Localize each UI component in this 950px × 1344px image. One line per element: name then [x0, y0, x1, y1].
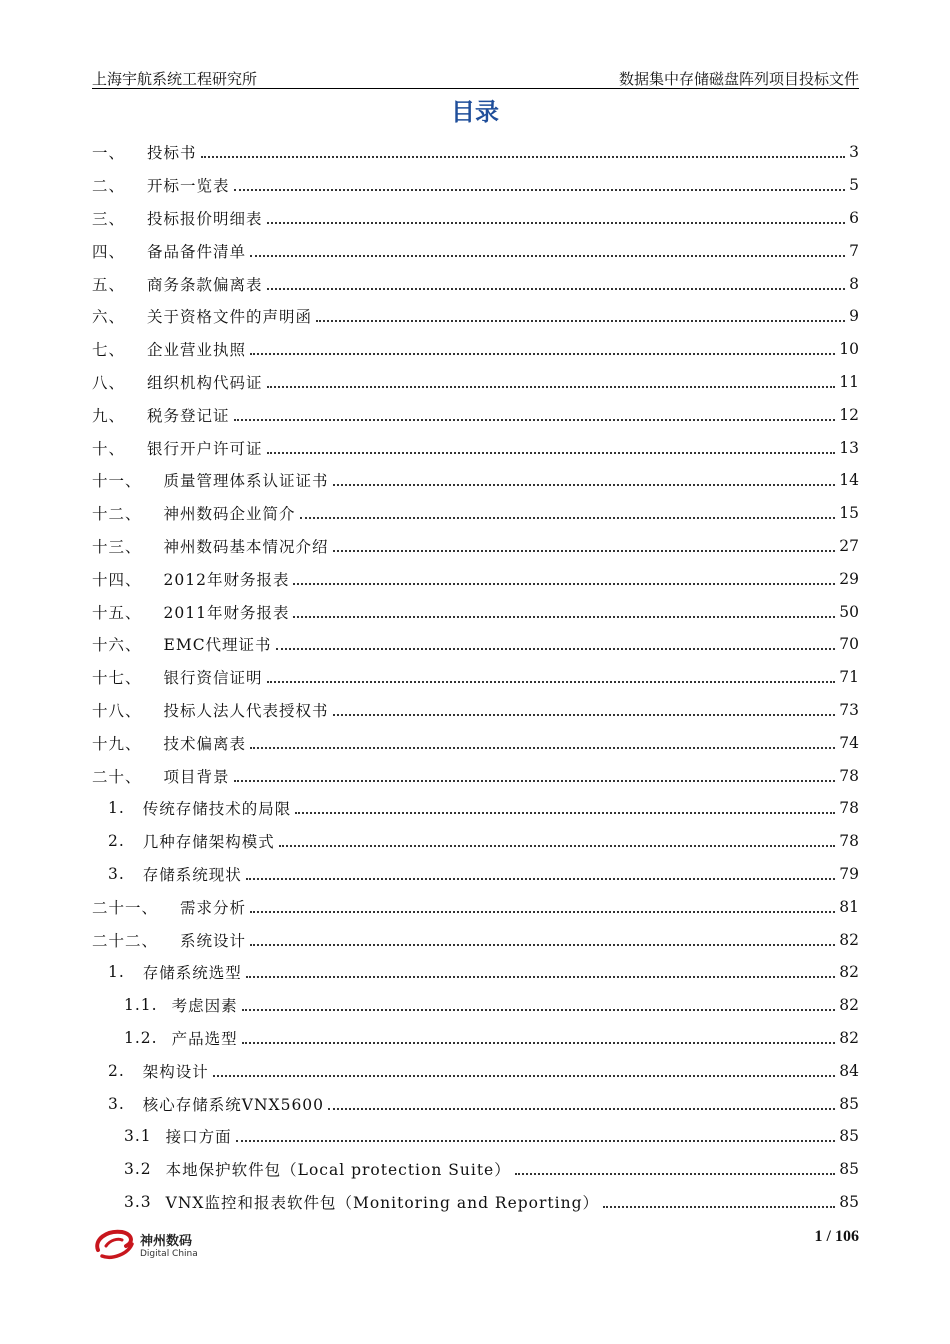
toc-entry-page: 82	[839, 930, 859, 949]
table-of-contents	[92, 136, 859, 1218]
page-separator: /	[822, 1228, 835, 1245]
toc-entry-page: 5	[849, 176, 859, 195]
toc-entry[interactable]	[92, 366, 859, 399]
toc-entry-page: 29	[839, 569, 859, 588]
dot-leader	[603, 1206, 835, 1208]
toc-entry-page: 73	[839, 700, 859, 719]
toc-entry-title: 银行开户许可证	[147, 439, 263, 458]
toc-entry[interactable]	[92, 464, 859, 497]
toc-entry-title: 产品选型	[171, 1029, 238, 1048]
toc-entry-title: 2012年财务报表	[163, 570, 290, 589]
toc-entry-number: 二十二、	[92, 931, 159, 950]
toc-entry[interactable]	[92, 202, 859, 235]
dot-leader	[515, 1173, 836, 1175]
toc-entry[interactable]	[92, 694, 859, 727]
toc-entry-title: 需求分析	[180, 898, 247, 917]
toc-entry[interactable]	[92, 858, 859, 891]
toc-entry-page: 7	[849, 241, 859, 260]
page-number	[815, 1228, 859, 1246]
toc-entry-number: 五、	[92, 275, 126, 294]
toc-entry-title: VNX监控和报表软件包（Monitoring and Reporting）	[165, 1193, 600, 1212]
toc-entry-title: 系统设计	[180, 931, 247, 950]
toc-entry-title: 关于资格文件的声明函	[147, 308, 313, 327]
toc-entry-title: 存储系统选型	[142, 964, 242, 983]
page-total: 106	[835, 1228, 859, 1245]
toc-entry-number: 1.	[108, 799, 125, 818]
dot-leader	[250, 944, 835, 946]
toc-entry-page: 81	[839, 897, 859, 916]
toc-entry-title: 质量管理体系认证证书	[163, 472, 329, 491]
toc-entry-page: 82	[839, 963, 859, 982]
toc-entry[interactable]	[92, 890, 859, 923]
dot-leader	[213, 1075, 835, 1077]
logo-chinese-name: 神州数码	[140, 1233, 193, 1249]
toc-entry[interactable]	[92, 726, 859, 759]
dot-leader	[242, 1042, 836, 1044]
toc-entry-number: 1.2.	[124, 1028, 158, 1047]
toc-entry[interactable]	[92, 267, 859, 300]
dot-leader	[234, 189, 846, 191]
toc-entry-number: 1.1.	[124, 996, 158, 1015]
toc-entry-title: 项目背景	[163, 767, 230, 786]
toc-entry-title: 神州数码基本情况介绍	[163, 537, 329, 556]
toc-entry-number: 十一、	[92, 472, 142, 491]
dot-leader	[316, 320, 845, 322]
toc-entry-title: 企业营业执照	[147, 341, 247, 360]
dot-leader	[293, 583, 835, 585]
toc-entry[interactable]	[92, 1054, 859, 1087]
toc-entry[interactable]	[92, 923, 859, 956]
toc-entry-page: 8	[849, 274, 859, 293]
toc-entry-title: 投标人法人代表授权书	[163, 701, 329, 720]
toc-entry-title: 考虑因素	[171, 997, 238, 1016]
toc-entry-number: 3.2	[124, 1160, 152, 1179]
toc-entry[interactable]	[92, 136, 859, 169]
toc-entry-page: 15	[839, 504, 859, 523]
page-current: 1	[814, 1228, 823, 1245]
dot-leader	[276, 648, 836, 650]
toc-entry-number: 3.	[108, 1094, 125, 1113]
toc-entry-title: 存储系统现状	[142, 865, 242, 884]
digital-china-logo-icon	[92, 1226, 136, 1262]
toc-entry-page: 78	[839, 766, 859, 785]
toc-entry-page: 9	[849, 307, 859, 326]
toc-entry[interactable]	[92, 431, 859, 464]
toc-entry-page: 3	[849, 143, 859, 162]
toc-entry-title: 本地保护软件包（Local protection Suite）	[165, 1161, 511, 1180]
toc-entry[interactable]	[92, 530, 859, 563]
toc-entry-number: 二十、	[92, 767, 142, 786]
toc-entry-number: 3.3	[124, 1192, 152, 1211]
toc-entry-number: 2.	[108, 1061, 125, 1080]
toc-entry[interactable]	[92, 562, 859, 595]
toc-entry[interactable]	[92, 956, 859, 989]
toc-entry-page: 6	[849, 208, 859, 227]
header-document-title: 数据集中存储磁盘阵列项目投标文件	[618, 70, 859, 88]
dot-leader	[333, 714, 836, 716]
dot-leader	[279, 845, 835, 847]
toc-entry[interactable]	[92, 398, 859, 431]
toc-entry[interactable]	[92, 825, 859, 858]
dot-leader	[246, 976, 835, 978]
toc-entry-number: 七、	[92, 341, 126, 360]
toc-entry-number: 六、	[92, 308, 126, 327]
logo-english-name: Digital China	[140, 1248, 198, 1259]
dot-leader	[300, 517, 836, 519]
toc-entry-page: 82	[839, 1028, 859, 1047]
toc-entry-number: 十二、	[92, 505, 142, 524]
dot-leader	[333, 484, 836, 486]
toc-entry-number: 十七、	[92, 669, 142, 688]
toc-entry-number: 3.	[108, 864, 125, 883]
toc-entry-title: 2011年财务报表	[163, 603, 290, 622]
dot-leader	[236, 1140, 836, 1142]
toc-entry-title: 投标书	[147, 144, 197, 163]
dot-leader	[250, 911, 835, 913]
toc-entry-number: 二、	[92, 177, 126, 196]
toc-entry[interactable]	[92, 1153, 859, 1186]
toc-entry[interactable]	[92, 595, 859, 628]
toc-entry-number: 八、	[92, 373, 126, 392]
toc-entry-page: 85	[839, 1127, 859, 1146]
toc-entry[interactable]	[92, 333, 859, 366]
toc-entry-title: 神州数码企业简介	[163, 505, 296, 524]
toc-entry-page: 78	[839, 832, 859, 851]
toc-entry-page: 82	[839, 996, 859, 1015]
toc-entry-number: 1.	[108, 963, 125, 982]
toc-entry-page: 74	[839, 733, 859, 752]
toc-entry-page: 50	[839, 602, 859, 621]
toc-entry[interactable]	[92, 1186, 859, 1219]
dot-leader	[267, 681, 836, 683]
toc-entry-title: 接口方面	[165, 1128, 232, 1147]
toc-entry-page: 27	[839, 536, 859, 555]
dot-leader	[267, 386, 836, 388]
toc-entry[interactable]	[92, 1022, 859, 1055]
toc-entry-page: 85	[839, 1094, 859, 1113]
toc-entry[interactable]	[92, 759, 859, 792]
toc-entry[interactable]	[92, 300, 859, 333]
toc-entry-number: 四、	[92, 242, 126, 261]
toc-entry-title: 开标一览表	[147, 177, 230, 196]
page-header	[92, 68, 859, 89]
toc-entry-page: 70	[839, 635, 859, 654]
toc-entry-page: 11	[839, 372, 859, 391]
header-organization: 上海宇航系统工程研究所	[92, 70, 258, 88]
toc-entry[interactable]	[92, 1087, 859, 1120]
toc-entry-page: 10	[839, 340, 859, 359]
dot-leader	[295, 812, 835, 814]
toc-entry-title: 组织机构代码证	[147, 373, 263, 392]
company-logo	[92, 1226, 198, 1262]
toc-entry-title: 技术偏离表	[163, 734, 247, 753]
toc-entry-title: 备品备件清单	[147, 242, 247, 261]
dot-leader	[293, 616, 835, 618]
toc-entry-page: 85	[839, 1160, 859, 1179]
toc-entry-title: 投标报价明细表	[147, 209, 263, 228]
toc-entry[interactable]	[92, 661, 859, 694]
toc-entry-title: 传统存储技术的局限	[142, 800, 292, 819]
toc-entry-page: 79	[839, 864, 859, 883]
toc-entry-number: 三、	[92, 209, 126, 228]
toc-entry-number: 十、	[92, 439, 126, 458]
toc-entry[interactable]	[92, 234, 859, 267]
dot-leader	[333, 550, 836, 552]
toc-entry-page: 12	[839, 405, 859, 424]
toc-entry[interactable]	[92, 792, 859, 825]
toc-entry-number: 十五、	[92, 603, 142, 622]
toc-entry-number: 十四、	[92, 570, 142, 589]
toc-entry-number: 3.1	[124, 1127, 152, 1146]
toc-entry-title: 银行资信证明	[163, 669, 263, 688]
toc-entry-title: EMC代理证书	[163, 636, 272, 655]
toc-entry-page: 13	[839, 438, 859, 457]
toc-entry-page: 71	[839, 668, 859, 687]
dot-leader	[250, 747, 835, 749]
dot-leader	[267, 222, 846, 224]
dot-leader	[246, 878, 835, 880]
toc-entry[interactable]	[92, 989, 859, 1022]
toc-entry-number: 一、	[92, 144, 126, 163]
toc-entry-title: 税务登记证	[147, 406, 230, 425]
dot-leader	[267, 288, 846, 290]
toc-entry-number: 十三、	[92, 537, 142, 556]
toc-entry-number: 九、	[92, 406, 126, 425]
dot-leader	[267, 452, 836, 454]
toc-title: 目录	[451, 98, 499, 126]
dot-leader	[242, 1009, 836, 1011]
toc-entry-title: 核心存储系统VNX5600	[142, 1095, 325, 1114]
toc-entry-title: 商务条款偏离表	[147, 275, 263, 294]
toc-entry-number: 十九、	[92, 734, 142, 753]
toc-entry[interactable]	[92, 628, 859, 661]
toc-entry-number: 2.	[108, 832, 125, 851]
toc-entry[interactable]	[92, 497, 859, 530]
toc-entry-number: 十六、	[92, 636, 142, 655]
dot-leader	[201, 156, 846, 158]
toc-entry[interactable]	[92, 1120, 859, 1153]
toc-entry-page: 14	[839, 471, 859, 490]
toc-entry-title: 架构设计	[142, 1062, 209, 1081]
toc-entry-number: 二十一、	[92, 898, 159, 917]
toc-entry-number: 十八、	[92, 701, 142, 720]
toc-entry-title: 几种存储架构模式	[142, 833, 275, 852]
toc-entry[interactable]	[92, 169, 859, 202]
toc-entry-page: 85	[839, 1192, 859, 1211]
dot-leader	[234, 419, 836, 421]
toc-entry-page: 78	[839, 799, 859, 818]
dot-leader	[328, 1108, 835, 1110]
dot-leader	[250, 353, 835, 355]
toc-entry-page: 84	[839, 1061, 859, 1080]
dot-leader	[250, 255, 845, 257]
dot-leader	[234, 780, 836, 782]
